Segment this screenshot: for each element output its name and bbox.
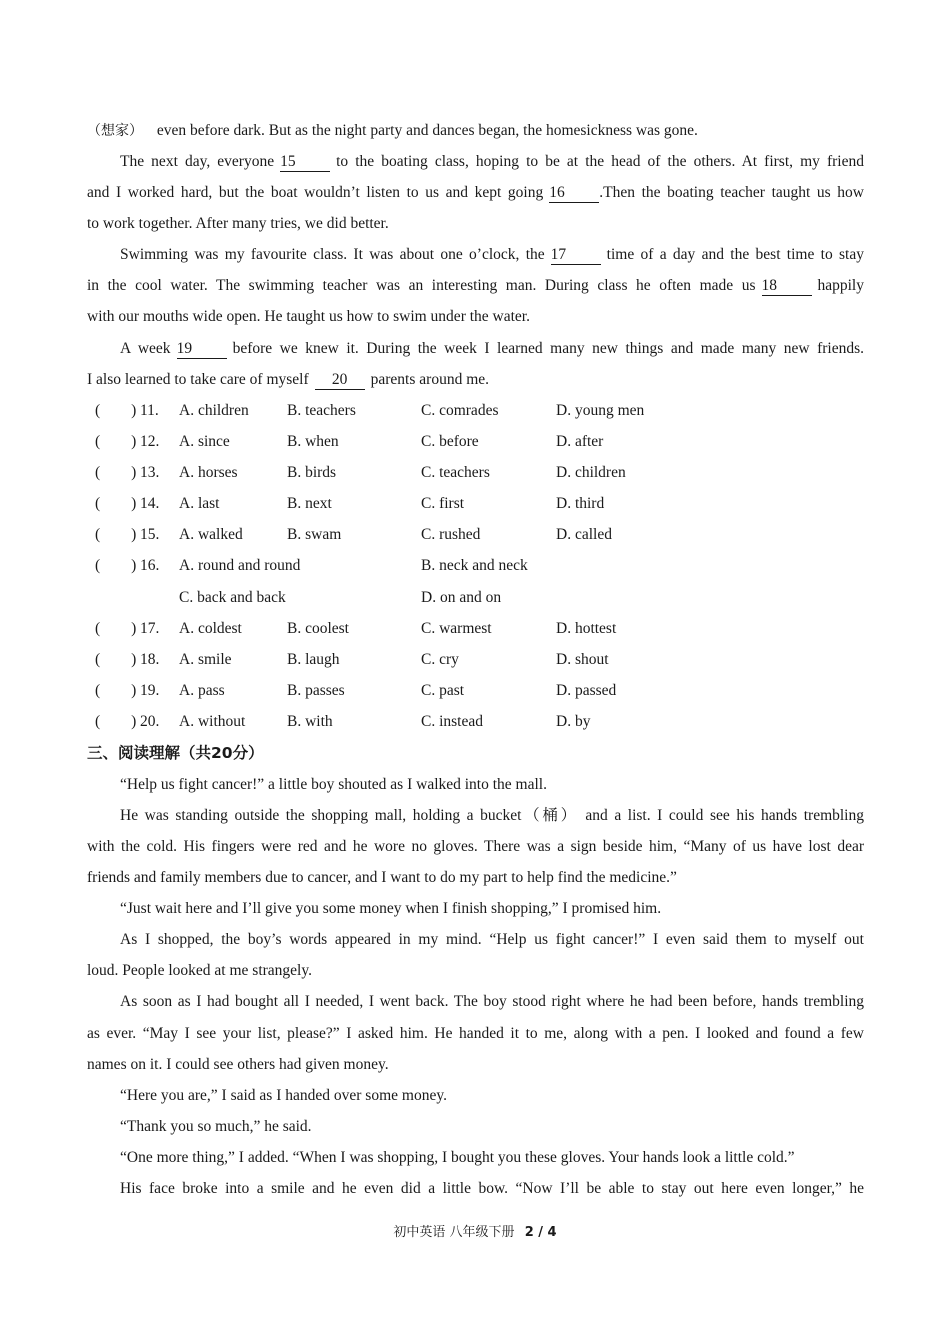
- answer-slot[interactable]: ( ): [95, 526, 137, 543]
- blank-17[interactable]: 17: [551, 246, 601, 265]
- passage-line: and I worked hard, but the boat wouldn’t listen to us and kept going 16 .Then the boating teacher taught us how: [87, 184, 864, 201]
- blank-16[interactable]: 16: [549, 184, 599, 203]
- option-a: A. smile: [179, 651, 232, 668]
- answer-slot[interactable]: ( ): [95, 464, 137, 481]
- option-a: A. coldest: [179, 620, 242, 637]
- blank-18[interactable]: 18: [762, 277, 812, 296]
- passage-line: “Thank you so much,” he said.: [120, 1118, 312, 1135]
- passage-line: A week 19 before we knew it. During the week I learned many new things and made many new friends.: [120, 340, 865, 357]
- question-row: [87, 681, 864, 701]
- option-b: B. passes: [287, 682, 345, 699]
- question-row: [87, 650, 864, 670]
- option-b: B. when: [287, 433, 339, 450]
- question-number: 14.: [140, 495, 160, 512]
- question-number: 12.: [140, 433, 160, 450]
- answer-slot[interactable]: ( ): [95, 713, 137, 730]
- option-d: D. third: [556, 495, 605, 512]
- passage-line: His face broke into a smile and he even did a little bow. “Now I’ll be able to stay out here even longer,” he: [120, 1180, 864, 1197]
- option-c: C. first: [421, 495, 465, 512]
- answer-slot[interactable]: ( ): [95, 433, 137, 450]
- option-c: C. comrades: [421, 402, 499, 419]
- question-number: 15.: [140, 526, 160, 543]
- question-number: 16.: [140, 557, 160, 574]
- option-c: C. rushed: [421, 526, 481, 543]
- question-number: 11.: [140, 402, 159, 419]
- answer-slot[interactable]: ( ): [95, 651, 137, 668]
- passage-line: friends and family members due to cancer, and I want to do my part to help find the medicine.”: [87, 869, 677, 886]
- option-d: D. on and on: [421, 589, 502, 606]
- answer-slot[interactable]: ( ): [95, 620, 137, 637]
- option-a: A. pass: [179, 682, 225, 699]
- option-c: C. teachers: [421, 464, 490, 481]
- passage-line: loud. People looked at me strangely.: [87, 962, 312, 979]
- passage-line: as ever. “May I see your list, please?” I asked him. He handed it to me, along with a pen. I looked and found a few: [87, 1025, 864, 1042]
- option-c: C. warmest: [421, 620, 492, 637]
- question-row: [87, 556, 864, 576]
- blank-20[interactable]: 20: [315, 371, 365, 390]
- question-row: [87, 432, 864, 452]
- question-row: [87, 463, 864, 483]
- passage-line: As I shopped, the boy’s words appeared in my mind. “Help us fight cancer!” I even said them to myself out: [120, 931, 864, 948]
- passage-line: He was standing outside the shopping mall, holding a bucket（桶） and a list. I could see his hands trembling: [120, 807, 864, 824]
- question-row: [87, 494, 864, 514]
- option-b: B. coolest: [287, 620, 349, 637]
- option-a: A. last: [179, 495, 220, 512]
- passage-line: with our mouths wide open. He taught us how to swim under the water.: [87, 308, 530, 325]
- option-c: C. cry: [421, 651, 459, 668]
- option-c: C. past: [421, 682, 465, 699]
- option-d: D. called: [556, 526, 612, 543]
- option-d: D. young men: [556, 402, 645, 419]
- question-row: [87, 712, 864, 732]
- answer-slot[interactable]: ( ): [95, 495, 137, 512]
- answer-slot[interactable]: ( ): [95, 402, 137, 419]
- option-b: B. birds: [287, 464, 337, 481]
- question-row-continued: [87, 588, 864, 608]
- question-number: 13.: [140, 464, 160, 481]
- passage-line: to work together. After many tries, we did better.: [87, 215, 389, 232]
- option-a: A. round and round: [179, 557, 301, 574]
- option-d: D. passed: [556, 682, 617, 699]
- page-number: 2 / 4: [524, 1225, 557, 1240]
- question-number: 18.: [140, 651, 160, 668]
- option-a: A. since: [179, 433, 230, 450]
- question-row: [87, 525, 864, 545]
- question-number: 17.: [140, 620, 160, 637]
- option-c: C. back and back: [179, 589, 286, 606]
- option-a: A. walked: [179, 526, 243, 543]
- blank-15[interactable]: 15: [280, 153, 330, 172]
- option-c: C. instead: [421, 713, 483, 730]
- passage-line: （想家） even before dark. But as the night party and dances began, the homesickness was gone.: [87, 122, 698, 139]
- option-d: D. children: [556, 464, 626, 481]
- passage-line: “Help us fight cancer!” a little boy shouted as I walked into the mall.: [120, 776, 547, 793]
- option-b: B. next: [287, 495, 332, 512]
- option-b: B. laugh: [287, 651, 340, 668]
- question-number: 20.: [140, 713, 160, 730]
- passage-line: “Here you are,” I said as I handed over some money.: [120, 1087, 447, 1104]
- option-c: C. before: [421, 433, 479, 450]
- passage-line: I also learned to take care of myself 20 parents around me.: [87, 371, 490, 388]
- option-d: D. shout: [556, 651, 609, 668]
- section-heading: 三、阅读理解（共20分）: [87, 744, 264, 762]
- option-b: B. with: [287, 713, 333, 730]
- option-d: D. hottest: [556, 620, 617, 637]
- answer-slot[interactable]: ( ): [95, 682, 137, 699]
- option-b: B. neck and neck: [421, 557, 528, 574]
- option-d: D. by: [556, 713, 591, 730]
- blank-19[interactable]: 19: [177, 340, 227, 359]
- passage-line: The next day, everyone 15 to the boating class, hoping to be at the head of the others. At first, my friend: [120, 153, 864, 170]
- passage-line: “One more thing,” I added. “When I was shopping, I bought you these gloves. Your hands look a little cold.”: [120, 1149, 795, 1166]
- option-a: A. horses: [179, 464, 238, 481]
- option-b: B. teachers: [287, 402, 356, 419]
- page-footer: [0, 1224, 950, 1242]
- answer-slot[interactable]: ( ): [95, 557, 137, 574]
- passage-line: Swimming was my favourite class. It was about one o’clock, the 17 time of a day and the best time to stay: [120, 246, 864, 263]
- option-a: A. without: [179, 713, 246, 730]
- passage-line: As soon as I had bought all I needed, I went back. The boy stood right where he had been before, hands trembling: [120, 993, 864, 1010]
- option-b: B. swam: [287, 526, 342, 543]
- question-number: 19.: [140, 682, 160, 699]
- option-a: A. children: [179, 402, 249, 419]
- passage-line: in the cool water. The swimming teacher was an interesting man. During class he often made us 18 happily: [87, 277, 864, 294]
- passage-line: names on it. I could see others had given money.: [87, 1056, 389, 1073]
- passage-line: “Just wait here and I’ll give you some money when I finish shopping,” I promised him.: [120, 900, 662, 917]
- passage-line: with the cold. His fingers were red and he wore no gloves. There was a sign beside him, “Many of us have lost dear: [87, 838, 864, 855]
- question-row: [87, 401, 864, 421]
- option-d: D. after: [556, 433, 604, 450]
- homesick-gloss: （想家）: [87, 123, 143, 139]
- question-row: [87, 619, 864, 639]
- footer-label: 初中英语 八年级下册: [393, 1225, 515, 1240]
